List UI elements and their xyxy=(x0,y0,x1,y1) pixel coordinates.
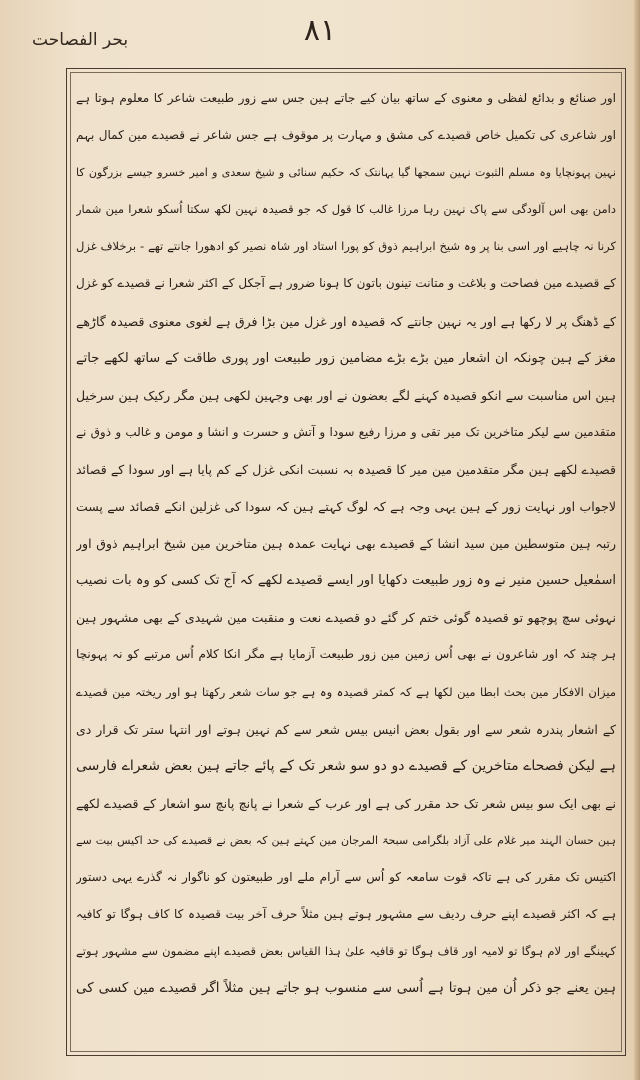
text-line: لاجواب اور نہایت زور کے ہین یہی وجہ ہے کہ لوگ کہتے ہین کہ سودا کی غزلین انکے قصائد سے پست xyxy=(76,499,616,515)
text-line: اکتیس تک مقرر کی ہے تاکہ قوت سامعہ کو اُس سے آرام ملے اور طبیعتون کو ناگوار نہ گذرے یہی دستور xyxy=(76,869,616,884)
text-line: ہین اس مناسبت سے انکو قصیدہ کہنے لگے بعضون نے اور بھی وجہین لکھی ہین مگر رکیک ہین سرخیل xyxy=(76,387,616,403)
text-line: ہے لیکن فصحاے متاخرین کے قصیدے دو دو سو شعر تک کے پائے جاتے ہین بعض شعراے فارسی xyxy=(76,757,616,774)
text-line: مغز کے ہین چونکہ ان اشعار مین بڑے بڑے مضامین زور طبیعت اور پوری طاقت کے ساتھ لکھے جاتے xyxy=(76,350,616,366)
text-line: کہینگے اور لام ہوگا تو لامیہ اور قاف ہوگا تو قافیہ علیٰ ہذا القیاس بعض قصیدے اپنے مضمون سے مشہور ہوتے xyxy=(76,944,616,959)
text-line: ہے کہ اکثر قصیدے اپنے حرف ردیف سے مشہور ہوتے ہین مثلاً حرف آخر بیت قصیدہ کا کاف ہوگا تو کافیہ xyxy=(76,907,616,922)
text-line: ہر چند کہ اور شاعرون نے بھی اُس زمین مین زور طبیعت آزمایا ہے مگر انکا کلام اُس مرتبے کو نہ پہونچا xyxy=(76,647,616,662)
text-line: میزان الافکار مین بحث ابطا مین لکھا ہے کہ کمتر قصیدہ وہ ہے جو سات شعر رکھتا ہو اور ریختہ مین قصیدے xyxy=(76,684,616,699)
text-line: نہوئی سچ پوچھو تو قصیدہ گوئی ختم کر گئے دو قصیدے نعت و منقبت مین شہیدی کے بھی مشہور ہین xyxy=(76,610,616,626)
text-line: کرنا نہ چاہیے اور اسی بنا پر وہ شیخ ابراہیم ذوق کو پورا استاد اور شاہ نصیر کو ادھورا جانتے تھے - برخلاف غزل xyxy=(76,239,616,254)
text-line: نے بھی ایک سو بیس شعر تک حد مقرر کی ہے اور عرب کے شعرا نے پانچ پانچ سو اشعار کے قصیدے لکھے xyxy=(76,795,616,811)
running-head-title: بحر الفصاحت xyxy=(32,30,129,50)
body-text xyxy=(76,80,616,1046)
text-line: قصیدے لکھے ہین مگر متقدمین مین میر کا قصیدہ بہ نسبت انکی غزل کے کم پایا ہے اور سودا کے قصائد xyxy=(76,461,616,477)
text-line: دامن بھی اس آلودگی سے پاک نہین رہا مرزا غالب کا قول کہ جو قصیدہ نہین لکھ سکتا اُسکو شعرا مین شمار xyxy=(76,202,616,217)
text-line: اسمٰعیل حسین منیر نے وہ زور طبیعت دکھایا اور ایسے قصیدے لکھے کہ آج تک کسی کو وہ بات نصیب xyxy=(76,573,616,589)
text-line: نہین پہونچایا وہ مسلم الثبوت نہین سمجھا گیا یہانتک کہ حکیم سنائی و شیخ سعدی و امیر خسرو جیسے بزرگون کا xyxy=(76,166,616,180)
text-line: کے قصیدے مین فصاحت و بلاغت و متانت تینون باتون کا ہونا ضرور ہے آجکل کے اکثر شعرا نے قصیدے کو غزل xyxy=(76,276,616,291)
text-line: کے اشعار پندرہ شعر سے اور بقول بعض انیس بیس شعر سے کم نہین ہوتے اور انتہا ستر تک قرار دی xyxy=(76,721,616,737)
page-spine-edge xyxy=(634,0,640,1080)
text-line: متقدمین سے لیکر متاخرین تک میر تقی و مرزا رفیع سودا و آتش و حسرت و انشا و مومن و غالب و ذوق نے xyxy=(76,424,616,439)
text-line: ہین یعنے جو ذکر اُن مین ہوتا ہے اُسی سے منسوب ہو جاتے ہین مثلاً اگر قصیدے مین کسی کی xyxy=(76,980,616,997)
text-line: اور شاعری کی تکمیل خاص قصیدے کی مشق و مہارت پر موقوف ہے جس شاعر نے قصیدے مین کمال بہم xyxy=(76,128,616,143)
text-line: اور صنائع و بدائع لفظی و معنوی کے ساتھ بیان کیے جاتے ہین جس سے زور طبیعت شاعر کا معلوم ہوتا ہے xyxy=(76,91,616,105)
page-number: ۸۱ xyxy=(303,13,337,48)
text-line: کے ڈھنگ پر لا رکھا ہے اور یہ نہین جانتے کہ قصیدہ اور غزل مین بڑا فرق ہے لغوی معنوی قصیدہ گاڑھے xyxy=(76,313,616,329)
text-line: ہین حسان الہند میر غلام علی آزاد بلگرامی سبحۃ المرجان مین کہتے ہین کہ بعض نے قصیدے کی حد اکیس بیت سے xyxy=(76,833,616,847)
text-line: رتبہ ہین متوسطین مین سید انشا کے قصیدے بھی نہایت عمدہ ہین متاخرین مین شیخ ابراہیم ذوق اور xyxy=(76,536,616,552)
